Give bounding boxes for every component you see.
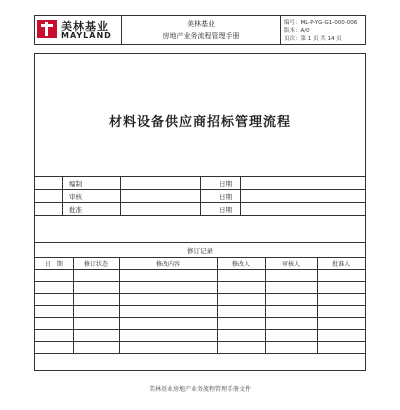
revision-table <box>35 258 365 354</box>
revision-cell <box>265 342 317 354</box>
revision-cell <box>35 342 73 354</box>
revision-cell <box>73 342 119 354</box>
revision-row <box>35 294 365 306</box>
revision-cell <box>35 282 73 294</box>
revision-cell <box>119 270 217 282</box>
signoff-table <box>35 176 365 216</box>
signoff-label: 批准 <box>69 206 82 214</box>
revision-record <box>35 246 365 354</box>
revision-cell <box>73 294 119 306</box>
revision-cell <box>265 282 317 294</box>
revision-header-row <box>35 258 365 270</box>
revision-row <box>35 330 365 342</box>
revision-cell <box>217 270 265 282</box>
logo-english-text: MAYLAND <box>61 31 112 40</box>
manual-title: 房地产业务流程管理手册 <box>162 32 240 40</box>
signoff-row <box>35 177 365 190</box>
revision-row <box>35 270 365 282</box>
document-title: 材料设备供应商招标管理流程 <box>108 115 291 130</box>
revision-cell <box>35 294 73 306</box>
revision-cell <box>317 318 365 330</box>
revision-cell <box>119 318 217 330</box>
logo-chinese-text: 美林基业 <box>61 20 109 33</box>
page-footer: 美林基业房地产业务流程管理手册文件 <box>148 386 251 393</box>
revision-row <box>35 342 365 354</box>
revision-cell <box>217 330 265 342</box>
revision-cell <box>317 294 365 306</box>
document-number: 编号：ML-P-YG-G1-000-006 <box>284 20 358 26</box>
revision-cell <box>217 342 265 354</box>
logo-mark-icon <box>37 20 57 38</box>
revision-cell <box>119 306 217 318</box>
signoff-label: 审核 <box>69 193 82 201</box>
revision-cell <box>73 282 119 294</box>
signoff-row <box>35 190 365 203</box>
revision-cell <box>35 270 73 282</box>
signoff-label: 编制 <box>69 180 82 188</box>
signoff-date-label: 日期 <box>219 180 232 188</box>
revision-cell <box>73 270 119 282</box>
revision-cell <box>317 270 365 282</box>
revision-row <box>35 318 365 330</box>
revision-cell <box>217 294 265 306</box>
revision-column-header: 修改内容 <box>119 258 217 270</box>
blank-section <box>35 214 365 243</box>
document-header <box>34 15 366 45</box>
revision-cell <box>35 306 73 318</box>
revision-cell <box>35 318 73 330</box>
revision-cell <box>317 342 365 354</box>
revision-cell <box>119 282 217 294</box>
document-body <box>34 53 366 371</box>
revision-cell <box>217 282 265 294</box>
revision-cell <box>35 330 73 342</box>
revision-column-header: 批准人 <box>317 258 365 270</box>
revision-cell <box>119 342 217 354</box>
document-page <box>34 15 366 375</box>
revision-cell <box>265 330 317 342</box>
revision-cell <box>217 306 265 318</box>
revision-cell <box>265 270 317 282</box>
revision-row <box>35 306 365 318</box>
signoff-date-label: 日期 <box>219 206 232 214</box>
revision-cell <box>119 294 217 306</box>
revision-cell <box>73 330 119 342</box>
revision-cell <box>73 306 119 318</box>
revision-column-header: 修改人 <box>217 258 265 270</box>
revision-cell <box>217 318 265 330</box>
revision-row <box>35 282 365 294</box>
company-name: 美林基业 <box>187 20 215 28</box>
revision-cell <box>265 306 317 318</box>
revision-cell <box>73 318 119 330</box>
revision-cell <box>265 318 317 330</box>
revision-cell <box>317 330 365 342</box>
page-count: 页次：第 1 页 共 14 页 <box>284 36 342 42</box>
revision-column-header: 审核人 <box>265 258 317 270</box>
revision-cell <box>317 306 365 318</box>
signoff-date-label: 日期 <box>219 193 232 201</box>
revision-column-header: 日 期 <box>35 258 73 270</box>
document-version: 版本：A/0 <box>284 28 310 34</box>
revision-cell <box>317 282 365 294</box>
revision-cell <box>265 294 317 306</box>
revision-column-header: 修订状态 <box>73 258 119 270</box>
revision-cell <box>119 330 217 342</box>
company-logo <box>37 18 117 42</box>
revision-caption: 修订记录 <box>35 246 365 258</box>
